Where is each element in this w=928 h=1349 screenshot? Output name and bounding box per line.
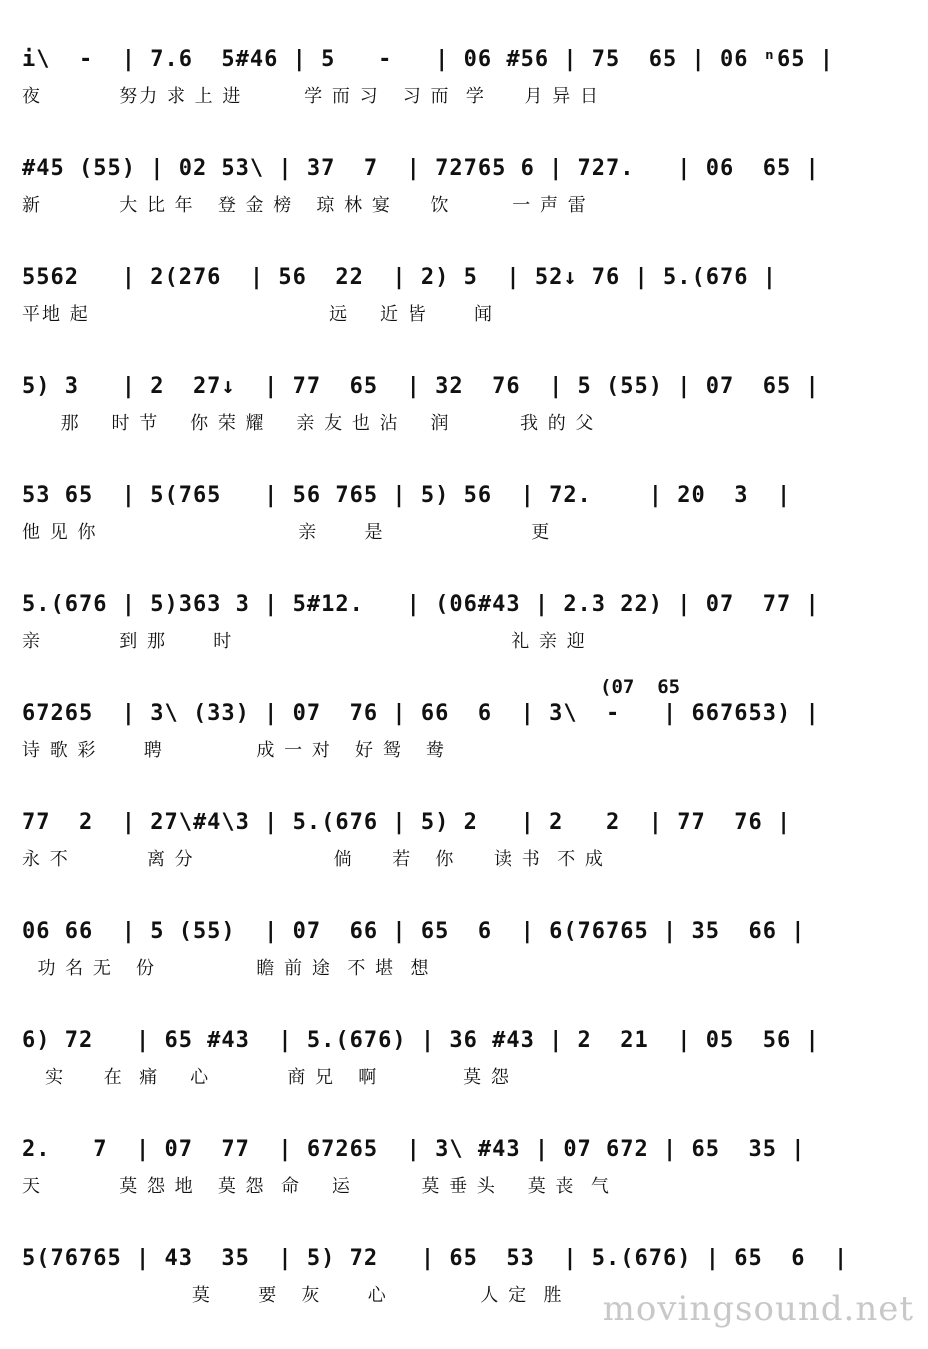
score-system	[0, 476, 928, 586]
score-system	[0, 40, 928, 150]
notation-line: 6) 72 | 65 #43 | 5.(676) | 36 #43 | 2 21 | 05 56 |	[22, 1028, 820, 1053]
lyrics-line: 他 见 你 亲 是 更	[22, 522, 552, 543]
watermark: movingsound.net	[602, 1289, 914, 1329]
score-system	[0, 803, 928, 913]
lyrics-line: 诗 歌 彩 聘 成 一 对 好 鸳 鸯	[22, 740, 446, 761]
score-system	[0, 258, 928, 368]
notation-line: 5562 | 2(276 | 56 22 | 2) 5 | 52↓ 76 | 5.(676 |	[22, 265, 777, 290]
lyrics-line: 功 名 无 份 瞻 前 途 不 堪 想	[22, 958, 431, 979]
overlay-notation: (07 65	[600, 676, 681, 698]
lyrics-line: 实 在 痛 心 商 兄 啊 莫 怨	[22, 1067, 511, 1088]
lyrics-line: 莫 要 灰 心 人 定 胜	[22, 1285, 564, 1306]
lyrics-line: 亲 到 那 时 礼 亲 迎	[22, 631, 587, 652]
score-system	[0, 149, 928, 259]
notation-line: 77 2 | 27\#4\3 | 5.(676 | 5) 2 | 2 2 | 77 76 |	[22, 810, 792, 835]
score-system	[0, 585, 928, 695]
score-system	[0, 1130, 928, 1240]
lyrics-line: 永 不 离 分 倘 若 你 读 书 不 成	[22, 849, 605, 870]
score-system	[0, 367, 928, 477]
notation-line: 53 65 | 5(765 | 56 765 | 5) 56 | 72. | 20 3 |	[22, 483, 792, 508]
notation-line: 5.(676 | 5)363 3 | 5#12. | (06#43 | 2.3 22) | 07 77 |	[22, 592, 820, 617]
lyrics-line: 天 莫 怨 地 莫 怨 命 运 莫 垂 头 莫 丧 气	[22, 1176, 611, 1197]
notation-line: #45 (55) | 02 53\ | 37 7 | 72765 6 | 727. | 06 65 |	[22, 156, 820, 181]
lyrics-line: 平地 起 远 近 皆 闻	[22, 304, 495, 325]
score-system	[0, 1021, 928, 1131]
notation-line: 2. 7 | 07 77 | 67265 | 3\ #43 | 07 672 | 65 35 |	[22, 1137, 806, 1162]
notation-line: i\ - | 7.6 5#46 | 5 - | 06 #56 | 75 65 | 06 ⁿ65 |	[22, 47, 834, 72]
lyrics-line: 那 时 节 你 荣 耀 亲 友 也 沾 润 我 的 父	[22, 413, 596, 434]
notation-line: 67265 | 3\ (33) | 07 76 | 66 6 | 3\ - | 667653) |	[22, 701, 820, 726]
score-system	[0, 912, 928, 1022]
score-system	[0, 694, 928, 804]
notation-line: 5(76765 | 43 35 | 5) 72 | 65 53 | 5.(676) | 65 6 |	[22, 1246, 849, 1271]
lyrics-line: 夜 努力 求 上 进 学 而 习 习 而 学 月 异 日	[22, 86, 600, 107]
lyrics-line: 新 大 比 年 登 金 榜 琼 林 宴 饮 一 声 雷	[22, 195, 588, 216]
notation-line: 06 66 | 5 (55) | 07 66 | 65 6 | 6(76765 | 35 66 |	[22, 919, 806, 944]
notation-line: 5) 3 | 2 27↓ | 77 65 | 32 76 | 5 (55) | 07 65 |	[22, 374, 820, 399]
